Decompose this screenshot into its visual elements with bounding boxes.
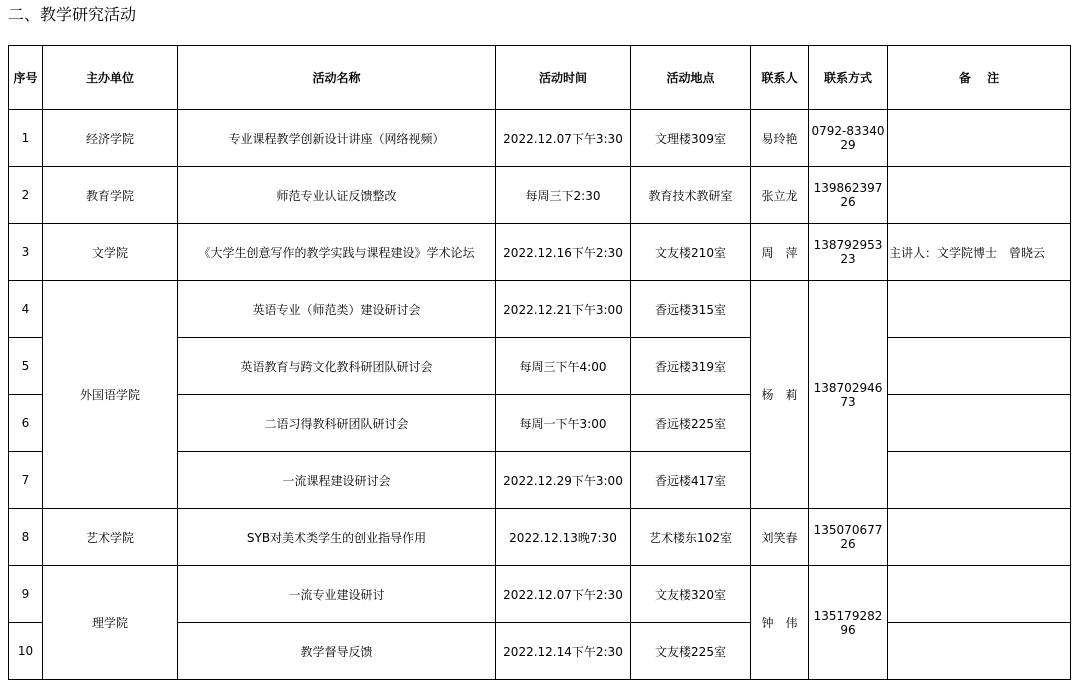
cell-no: 7: [9, 452, 43, 509]
cell-place: 香远楼315室: [631, 281, 751, 338]
cell-no: 4: [9, 281, 43, 338]
cell-phone: 13507067726: [809, 509, 888, 566]
cell-time: 2022.12.13晚7:30: [496, 509, 631, 566]
cell-unit: 教育学院: [43, 167, 178, 224]
cell-place: 香远楼225室: [631, 395, 751, 452]
activities-table: [8, 45, 1071, 680]
cell-phone: 13870294673: [809, 281, 888, 509]
table-row: [9, 224, 1071, 281]
cell-phone: 13879295323: [809, 224, 888, 281]
cell-time: 2022.12.29下午3:00: [496, 452, 631, 509]
cell-name: 二语习得教科研团队研讨会: [178, 395, 496, 452]
cell-note: [888, 110, 1071, 167]
cell-contact: 刘笑春: [751, 509, 809, 566]
cell-note: [888, 281, 1071, 338]
cell-unit: 艺术学院: [43, 509, 178, 566]
header-unit: 主办单位: [43, 46, 178, 110]
cell-name: 一流课程建设研讨会: [178, 452, 496, 509]
cell-no: 5: [9, 338, 43, 395]
cell-note: [888, 338, 1071, 395]
cell-name: 英语专业（师范类）建设研讨会: [178, 281, 496, 338]
cell-no: 2: [9, 167, 43, 224]
cell-phone: 13517928296: [809, 566, 888, 680]
cell-phone: 0792-8334029: [809, 110, 888, 167]
cell-time: 每周一下午3:00: [496, 395, 631, 452]
cell-contact: 周 萍: [751, 224, 809, 281]
cell-time: 每周三下2:30: [496, 167, 631, 224]
header-phone: 联系方式: [809, 46, 888, 110]
cell-note: [888, 566, 1071, 623]
cell-note: [888, 623, 1071, 680]
cell-time: 2022.12.21下午3:00: [496, 281, 631, 338]
cell-note: [888, 452, 1071, 509]
cell-unit: 外国语学院: [43, 281, 178, 509]
cell-unit: 理学院: [43, 566, 178, 680]
header-name: 活动名称: [178, 46, 496, 110]
cell-note: [888, 509, 1071, 566]
cell-place: 艺术楼东102室: [631, 509, 751, 566]
cell-no: 8: [9, 509, 43, 566]
cell-place: 香远楼319室: [631, 338, 751, 395]
cell-place: 教育技术教研室: [631, 167, 751, 224]
cell-note: 主讲人：文学院博士 曾晓云: [888, 224, 1071, 281]
cell-no: 9: [9, 566, 43, 623]
cell-name: 专业课程教学创新设计讲座（网络视频）: [178, 110, 496, 167]
cell-no: 3: [9, 224, 43, 281]
cell-contact: 杨 莉: [751, 281, 809, 509]
cell-no: 1: [9, 110, 43, 167]
table-row: [9, 281, 1071, 338]
cell-place: 文友楼210室: [631, 224, 751, 281]
section-title: 二、教学研究活动: [8, 5, 137, 24]
cell-name: SYB对美术类学生的创业指导作用: [178, 509, 496, 566]
table-row: [9, 509, 1071, 566]
cell-place: 香远楼417室: [631, 452, 751, 509]
cell-note: [888, 395, 1071, 452]
cell-time: 2022.12.16下午2:30: [496, 224, 631, 281]
header-no: 序号: [9, 46, 43, 110]
header-contact: 联系人: [751, 46, 809, 110]
header-place: 活动地点: [631, 46, 751, 110]
table-row: [9, 566, 1071, 623]
cell-place: 文友楼320室: [631, 566, 751, 623]
cell-time: 2022.12.07下午3:30: [496, 110, 631, 167]
header-time: 活动时间: [496, 46, 631, 110]
cell-no: 10: [9, 623, 43, 680]
table-row: [9, 167, 1071, 224]
cell-contact: 易玲艳: [751, 110, 809, 167]
cell-time: 2022.12.14下午2:30: [496, 623, 631, 680]
cell-name: 教学督导反馈: [178, 623, 496, 680]
cell-contact: 钟 伟: [751, 566, 809, 680]
cell-unit: 文学院: [43, 224, 178, 281]
table-header-row: [9, 46, 1071, 110]
cell-place: 文理楼309室: [631, 110, 751, 167]
cell-name: 师范专业认证反馈整改: [178, 167, 496, 224]
cell-no: 6: [9, 395, 43, 452]
cell-time: 2022.12.07下午2:30: [496, 566, 631, 623]
cell-time: 每周三下午4:00: [496, 338, 631, 395]
header-note: 备 注: [888, 46, 1071, 110]
cell-contact: 张立龙: [751, 167, 809, 224]
cell-name: 英语教育与跨文化教科研团队研讨会: [178, 338, 496, 395]
cell-name: 《大学生创意写作的教学实践与课程建设》学术论坛: [178, 224, 496, 281]
cell-unit: 经济学院: [43, 110, 178, 167]
table-row: [9, 110, 1071, 167]
cell-phone: 13986239726: [809, 167, 888, 224]
cell-place: 文友楼225室: [631, 623, 751, 680]
cell-name: 一流专业建设研讨: [178, 566, 496, 623]
cell-note: [888, 167, 1071, 224]
